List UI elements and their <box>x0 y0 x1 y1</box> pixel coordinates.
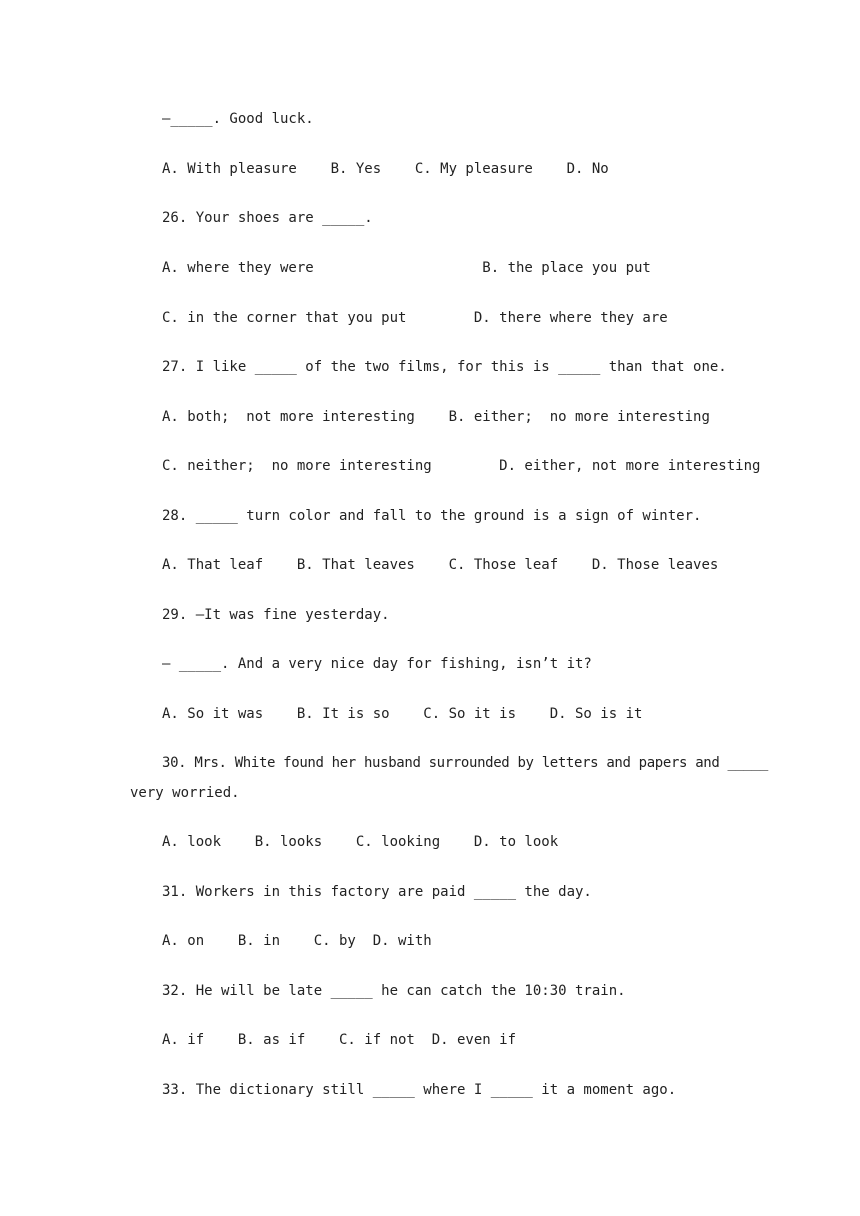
question-26-stem: 26. Your shoes are _____. <box>162 210 373 226</box>
question-28-options: A. That leaf B. That leaves C. Those leaf D. Those leaves <box>162 557 719 573</box>
question-29-options: A. So it was B. It is so C. So it is D. So is it <box>162 706 643 722</box>
question-29-reply-line: — _____. And a very nice day for fishing, isn’t it? <box>162 656 592 672</box>
question-27-stem: 27. I like _____ of the two films, for this is _____ than that one. <box>162 359 727 375</box>
question-31-stem: 31. Workers in this factory are paid _____ the day. <box>162 884 592 900</box>
question-32-options: A. if B. as if C. if not D. even if <box>162 1032 517 1048</box>
question-27-options-cd: C. neither; no more interesting D. either, not more interesting <box>162 458 761 474</box>
question-32-stem: 32. He will be late _____ he can catch the 10:30 train. <box>162 983 626 999</box>
question-27-options-ab: A. both; not more interesting B. either; no more interesting <box>162 409 710 425</box>
question-30-stem-continued: very worried. <box>130 785 240 801</box>
question-30-stem: 30. Mrs. White found her husband surrounded by letters and papers and _____ <box>162 755 768 771</box>
question-26-options-ab: A. where they were B. the place you put <box>162 260 651 276</box>
question-28-stem: 28. _____ turn color and fall to the ground is a sign of winter. <box>162 508 702 524</box>
question-25-options: A. With pleasure B. Yes C. My pleasure D. No <box>162 161 609 177</box>
question-29-stem: 29. —It was fine yesterday. <box>162 607 390 623</box>
question-26-options-cd: C. in the corner that you put D. there where they are <box>162 310 668 326</box>
question-30-options: A. look B. looks C. looking D. to look <box>162 834 559 850</box>
question-33-stem: 33. The dictionary still _____ where I _____ it a moment ago. <box>162 1082 677 1098</box>
question-25-reply-line: —_____. Good luck. <box>162 111 314 127</box>
question-31-options: A. on B. in C. by D. with <box>162 933 432 949</box>
